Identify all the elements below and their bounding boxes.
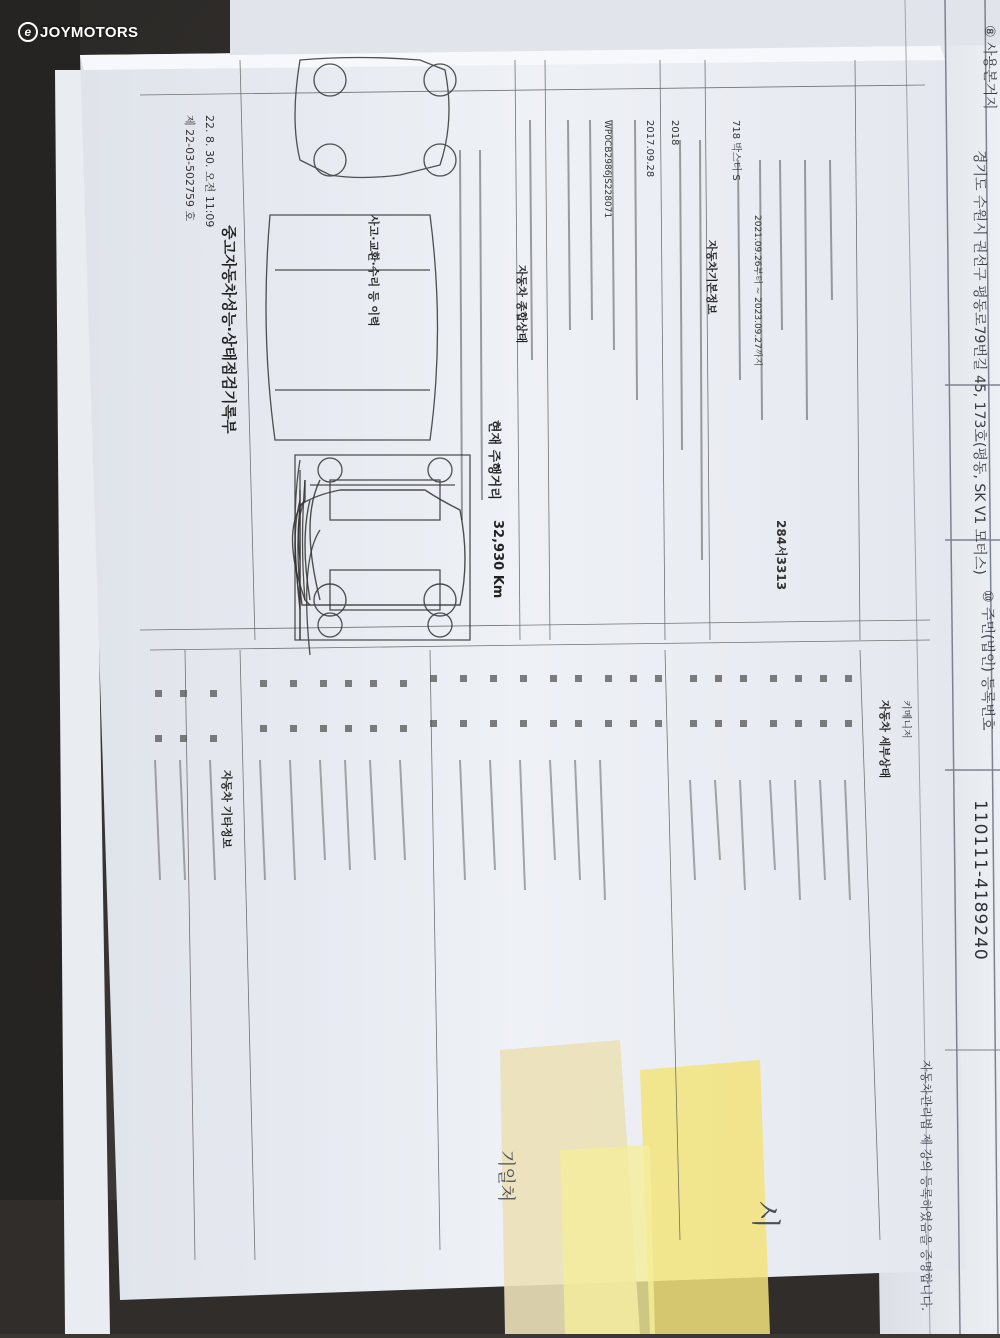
doc-vin: WP0CB2986JS228071 xyxy=(602,120,612,219)
doc-mileage-value: 32,930 Km xyxy=(490,520,505,599)
doc-title: 중고자동차성능·상태점검기록부 xyxy=(220,225,238,434)
register-id-number: 110111-4189240 xyxy=(970,800,990,961)
doc-first-registration: 2017.09.28 xyxy=(644,120,655,178)
doc-model-year: 2018 xyxy=(669,120,680,146)
joymotors-watermark xyxy=(18,22,138,42)
doc-status-heading: 자동차 종합상태 xyxy=(515,265,528,344)
doc-number: 제 22-03-502759 호 xyxy=(183,115,196,222)
post-it-note xyxy=(640,1060,770,1334)
handwritten-note: 기일처 xyxy=(495,1150,516,1203)
handwritten-mark: 시 xyxy=(747,1200,782,1229)
doc-timestamp: 22. 8. 30. 오전 11:09 xyxy=(203,115,216,228)
joymotors-logo-icon: e xyxy=(18,22,38,42)
register-notice: 자동차관리법 제 강의 등록하였음을 증명합니다. xyxy=(919,1060,933,1311)
doc-option-heading: 자동차 기타정보 xyxy=(220,770,233,849)
doc-detail-heading: 자동차 세부상태 xyxy=(878,700,891,779)
register-address: 경기도 수원시 권선구 평동로79번길 45, 173호(평동, SK V1 모터스) xyxy=(971,150,987,575)
register-owner-label: ⑩ 주민(법인) 등록번호 xyxy=(979,590,995,731)
doc-model-name: 718 박스터 S xyxy=(730,120,741,181)
doc-accident-heading: 사고·교환·수리 등 이력 xyxy=(367,215,380,327)
doc-basic-info-heading: 자동차기본정보 xyxy=(705,240,718,315)
joymotors-brand-text: JOYMOTORS xyxy=(40,23,139,41)
doc-period: 2021.09.26부터 ~ 2023.09.27까지 xyxy=(752,215,762,367)
register-item-label: ⑧ 사용본거지 xyxy=(981,25,997,110)
doc-plate: 284서3313 xyxy=(774,520,788,591)
doc-mileage-label: 현재 주행거리 xyxy=(486,420,501,500)
doc-keymanager: 키메니저 xyxy=(900,700,911,739)
